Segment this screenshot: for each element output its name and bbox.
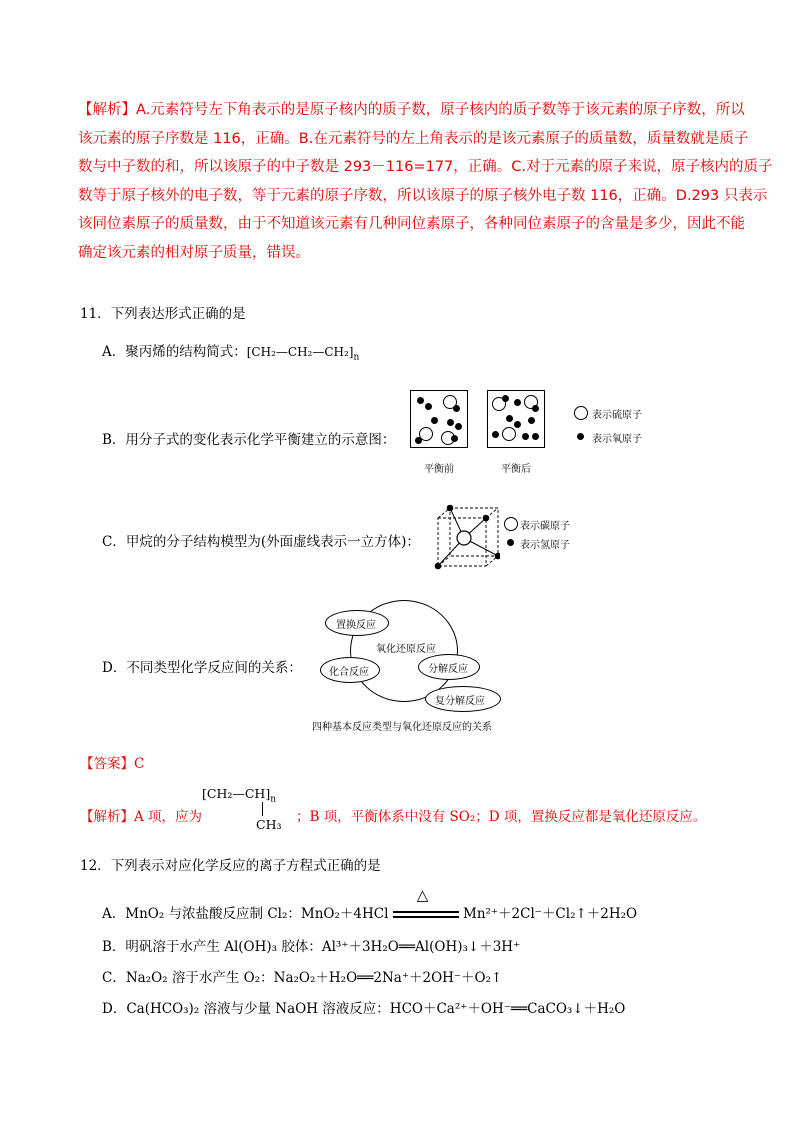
q11-analysis-line bbox=[80, 805, 202, 825]
analysis-rest: ；B 项，平衡体系中没有 SO₂；D 项，置换反应都是氧化还原反应。 bbox=[296, 809, 707, 825]
analysis-line: 该同位素原子的质量数，由于不知道该元素有几种同位素原子，各种同位素原子的含量是多少，因此不能 bbox=[78, 216, 745, 232]
diagram-caption: 四种基本反应类型与氧化还原反应的关系 bbox=[312, 722, 492, 733]
before-label: 平衡前 bbox=[424, 464, 454, 475]
analysis-tag: 【解析】 bbox=[80, 809, 134, 825]
after-label: 平衡后 bbox=[501, 464, 531, 475]
q12-option-d: D．Ca(HCO₃)₂ 溶液与少量 NaOH 溶液反应：HCO＋Ca²⁺＋OH⁻══CaCO₃↓＋H₂O bbox=[102, 1001, 626, 1017]
oxygen-atom-icon bbox=[577, 433, 584, 440]
hydrogen-atom-icon bbox=[507, 539, 514, 546]
analysis-a: A 项，应为 bbox=[134, 809, 203, 825]
decomposition-label: 分解反应 bbox=[428, 664, 468, 675]
equilibrium-before-box bbox=[410, 390, 468, 448]
answer-line bbox=[80, 752, 144, 772]
legend-hydrogen: 表示氢原子 bbox=[520, 540, 570, 551]
formula-main: [CH₂—CH] bbox=[202, 786, 271, 801]
formula-n: n bbox=[353, 352, 360, 363]
answer-value: C bbox=[134, 756, 145, 772]
combination-label: 化合反应 bbox=[329, 667, 369, 678]
legend-sulfur: 表示硫原子 bbox=[592, 410, 642, 421]
analysis-line: 数等于原子核外的电子数，等于元素的原子序数，所以该原子的原子核外电子数 116，正确。D.293 只表示 bbox=[78, 187, 768, 204]
methane-cube-model bbox=[428, 504, 500, 572]
analysis-line: 确定该元素的相对原子质量，错误。 bbox=[78, 244, 310, 261]
q12-option-c: C．Na₂O₂ 溶于水产生 O₂：Na₂O₂＋H₂O══2Na⁺＋2OH⁻＋O₂↑ bbox=[102, 970, 503, 986]
option-a-label: A．聚丙烯的结构简式： bbox=[102, 344, 247, 360]
analysis-line: 【解析】A.元素符号左下角表示的是原子核内的质子数，原子核内的质子数等于该元素的原子序数，所以 bbox=[78, 102, 745, 118]
q11-option-c-label: C．甲烷的分子结构模型为(外面虚线表示一立方体)： bbox=[102, 534, 420, 550]
correct-formula-top bbox=[202, 786, 276, 805]
q12-option-b: B．明矾溶于水产生 Al(OH)₃ 胶体：Al³⁺＋3H₂O══Al(OH)₃↓＋3H⁺ bbox=[102, 939, 521, 955]
delta-icon: △ bbox=[416, 885, 429, 904]
redox-label: 氧化还原反应 bbox=[376, 644, 436, 655]
analysis-line: 该元素的原子序数是 116，正确。B.在元素符号的左上角表示的是该元素原子的质量数，质量数就是质子 bbox=[78, 130, 749, 147]
option-a-right: Mn²⁺＋2Cl⁻＋Cl₂↑＋2H₂O bbox=[463, 906, 638, 922]
methyl-group: CH₃ bbox=[256, 817, 282, 832]
polypropylene-formula: [CH₂—CH₂—CH₂] bbox=[246, 345, 354, 359]
displacement-label: 置换反应 bbox=[336, 620, 376, 631]
q11-option-b-label: B．用分子式的变化表示化学平衡建立的示意图： bbox=[102, 432, 396, 448]
equilibrium-after-box bbox=[487, 390, 545, 448]
previous-analysis bbox=[78, 96, 773, 267]
q11-stem: 11．下列表达形式正确的是 bbox=[80, 306, 246, 322]
legend-carbon: 表示碳原子 bbox=[520, 521, 570, 532]
formula-n: n bbox=[270, 794, 276, 805]
q12-option-a bbox=[102, 885, 638, 922]
carbon-atom-icon bbox=[504, 517, 518, 531]
analysis-line: 数与中子数的和，所以该原子的中子数是 293－116=177，正确。C.对于元素的原子来说，原子核内的质子 bbox=[78, 159, 773, 175]
answer-tag: 【答案】 bbox=[80, 756, 134, 772]
heating-arrow bbox=[393, 885, 459, 922]
option-a-left: A．MnO₂ 与浓盐酸反应制 Cl₂：MnO₂＋4HCl bbox=[102, 906, 389, 922]
legend-oxygen: 表示氧原子 bbox=[592, 434, 642, 445]
q11-option-a bbox=[102, 340, 359, 363]
sulfur-atom-icon bbox=[574, 406, 588, 420]
bond-line bbox=[262, 802, 263, 816]
double-displacement-label: 复分解反应 bbox=[435, 696, 485, 707]
q11-option-d-label: D．不同类型化学反应间的关系： bbox=[102, 660, 302, 676]
q12-stem: 12．下列表示对应化学反应的离子方程式正确的是 bbox=[80, 858, 381, 874]
